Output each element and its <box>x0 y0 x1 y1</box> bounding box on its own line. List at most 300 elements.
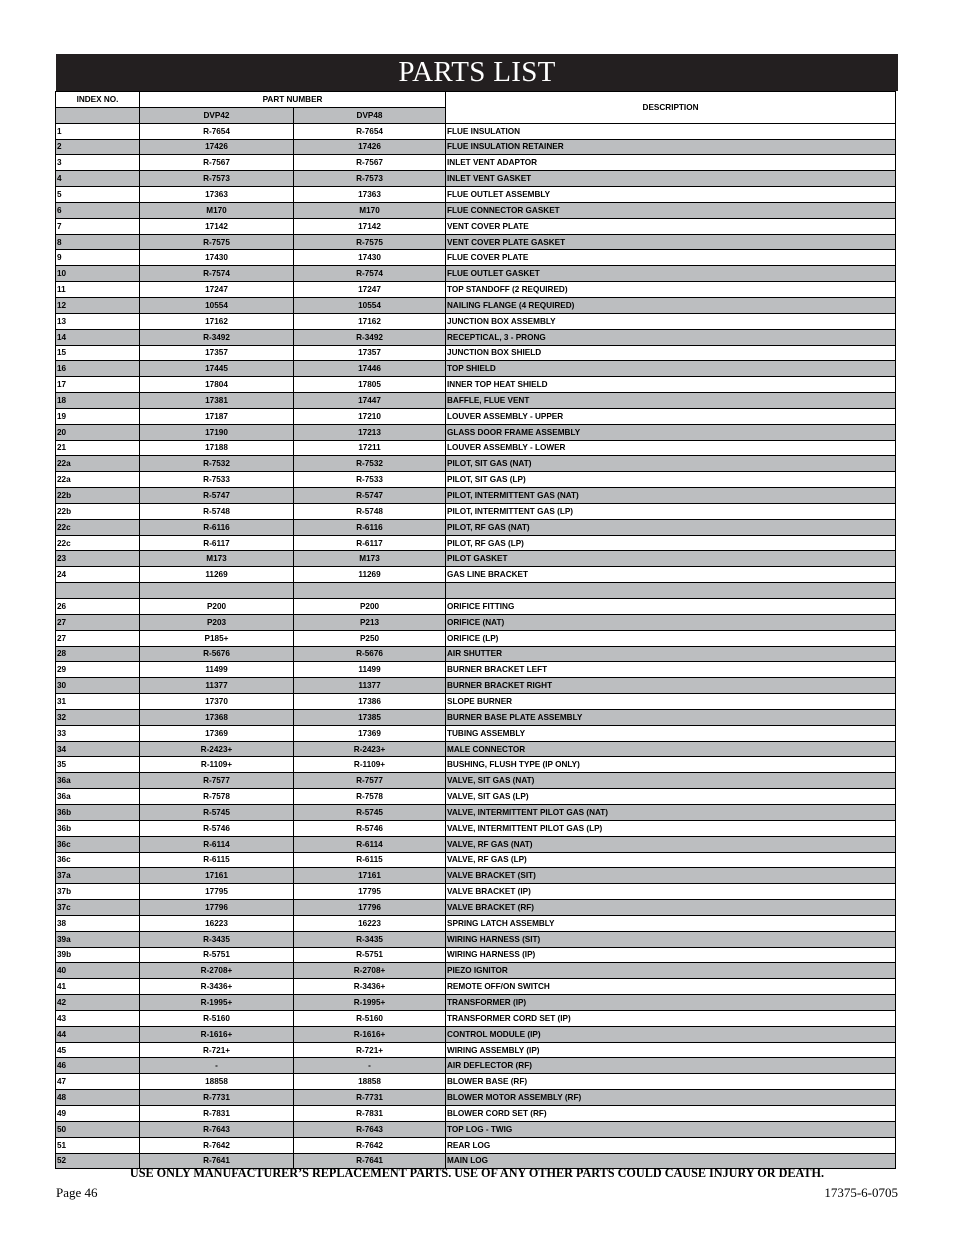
index-cell: 32 <box>56 709 140 725</box>
part-number-dvp48: R-7567 <box>294 155 446 171</box>
table-row <box>56 1010 896 1026</box>
description-cell: CONTROL MODULE (IP) <box>446 1026 896 1042</box>
part-number-dvp48: R-5745 <box>294 804 446 820</box>
description-cell: AIR SHUTTER <box>446 646 896 662</box>
index-cell: 36b <box>56 804 140 820</box>
part-number-dvp48: 17447 <box>294 393 446 409</box>
part-number-dvp42: R-1616+ <box>140 1026 294 1042</box>
index-cell: 37a <box>56 868 140 884</box>
description-cell: FLUE COVER PLATE <box>446 250 896 266</box>
index-cell: 29 <box>56 662 140 678</box>
part-number-dvp48: R-7532 <box>294 456 446 472</box>
part-number-dvp42: P200 <box>140 599 294 615</box>
part-number-dvp42: - <box>140 1058 294 1074</box>
index-cell: 46 <box>56 1058 140 1074</box>
description-cell: FLUE INSULATION RETAINER <box>446 139 896 155</box>
description-cell: VALVE, INTERMITTENT PILOT GAS (LP) <box>446 820 896 836</box>
index-cell: 16 <box>56 361 140 377</box>
part-number-dvp42: R-7574 <box>140 266 294 282</box>
part-number-dvp48: 17213 <box>294 424 446 440</box>
index-cell: 10 <box>56 266 140 282</box>
index-cell: 22b <box>56 488 140 504</box>
description-cell: BLOWER CORD SET (RF) <box>446 1106 896 1122</box>
table-row <box>56 646 896 662</box>
part-number-dvp48: R-7831 <box>294 1106 446 1122</box>
table-row <box>56 234 896 250</box>
table-row <box>56 789 896 805</box>
description-cell: PILOT, RF GAS (NAT) <box>446 519 896 535</box>
part-number-dvp42: 17161 <box>140 868 294 884</box>
part-number-dvp48: R-7642 <box>294 1137 446 1153</box>
header-model-dvp48: DVP48 <box>294 107 446 123</box>
part-number-dvp48: 17796 <box>294 900 446 916</box>
table-row <box>56 155 896 171</box>
part-number-dvp42 <box>140 583 294 599</box>
description-cell: BAFFLE, FLUE VENT <box>446 393 896 409</box>
description-cell: WIRING ASSEMBLY (IP) <box>446 1042 896 1058</box>
part-number-dvp48: M173 <box>294 551 446 567</box>
index-cell: 45 <box>56 1042 140 1058</box>
part-number-dvp48: R-7731 <box>294 1090 446 1106</box>
table-row <box>56 694 896 710</box>
description-cell: JUNCTION BOX ASSEMBLY <box>446 313 896 329</box>
part-number-dvp48: R-5747 <box>294 488 446 504</box>
part-number-dvp42: R-7532 <box>140 456 294 472</box>
table-row <box>56 947 896 963</box>
index-cell: 43 <box>56 1010 140 1026</box>
index-cell: 41 <box>56 979 140 995</box>
index-cell: 31 <box>56 694 140 710</box>
part-number-dvp48: R-6117 <box>294 535 446 551</box>
part-number-dvp42: 16223 <box>140 915 294 931</box>
part-number-dvp48 <box>294 583 446 599</box>
part-number-dvp42: 17430 <box>140 250 294 266</box>
table-row <box>56 1058 896 1074</box>
index-cell: 42 <box>56 995 140 1011</box>
part-number-dvp42: 17795 <box>140 884 294 900</box>
part-number-dvp48: R-2708+ <box>294 963 446 979</box>
part-number-dvp48: R-7573 <box>294 171 446 187</box>
index-cell: 14 <box>56 329 140 345</box>
description-cell: FLUE OUTLET GASKET <box>446 266 896 282</box>
description-cell: REMOTE OFF/ON SWITCH <box>446 979 896 995</box>
part-number-dvp48: P200 <box>294 599 446 615</box>
table-row <box>56 1074 896 1090</box>
table-row <box>56 852 896 868</box>
part-number-dvp42: 17381 <box>140 393 294 409</box>
table-row <box>56 440 896 456</box>
description-cell: TOP STANDOFF (2 REQUIRED) <box>446 282 896 298</box>
table-row <box>56 456 896 472</box>
index-cell: 39b <box>56 947 140 963</box>
part-number-dvp48: R-5748 <box>294 503 446 519</box>
description-cell: ORIFICE (NAT) <box>446 614 896 630</box>
part-number-dvp42: R-7642 <box>140 1137 294 1153</box>
model-row-blank <box>56 107 140 123</box>
part-number-dvp48: R-3436+ <box>294 979 446 995</box>
table-row <box>56 757 896 773</box>
part-number-dvp48: R-1995+ <box>294 995 446 1011</box>
part-number-dvp48: 11377 <box>294 678 446 694</box>
description-cell: RECEPTICAL, 3 - PRONG <box>446 329 896 345</box>
index-cell: 36a <box>56 789 140 805</box>
part-number-dvp42: R-7573 <box>140 171 294 187</box>
table-row <box>56 1090 896 1106</box>
part-number-dvp48: 17369 <box>294 725 446 741</box>
part-number-dvp48: 16223 <box>294 915 446 931</box>
part-number-dvp48: P213 <box>294 614 446 630</box>
part-number-dvp42: 17445 <box>140 361 294 377</box>
index-cell: 22b <box>56 503 140 519</box>
description-cell: SPRING LATCH ASSEMBLY <box>446 915 896 931</box>
index-cell: 12 <box>56 297 140 313</box>
part-number-dvp42: R-5747 <box>140 488 294 504</box>
part-number-dvp48: R-5751 <box>294 947 446 963</box>
part-number-dvp42: R-7575 <box>140 234 294 250</box>
table-row <box>56 868 896 884</box>
index-cell: 36c <box>56 836 140 852</box>
table-row <box>56 678 896 694</box>
index-cell: 27 <box>56 630 140 646</box>
table-row <box>56 551 896 567</box>
part-number-dvp48: R-3435 <box>294 931 446 947</box>
part-number-dvp42: 17368 <box>140 709 294 725</box>
description-cell: PILOT, INTERMITTENT GAS (LP) <box>446 503 896 519</box>
table-row <box>56 741 896 757</box>
part-number-dvp42: P203 <box>140 614 294 630</box>
part-number-dvp42: R-7578 <box>140 789 294 805</box>
description-cell: LOUVER ASSEMBLY - LOWER <box>446 440 896 456</box>
part-number-dvp48: R-3492 <box>294 329 446 345</box>
part-number-dvp42: R-7641 <box>140 1153 294 1169</box>
description-cell: GAS LINE BRACKET <box>446 567 896 583</box>
description-cell: LOUVER ASSEMBLY - UPPER <box>446 408 896 424</box>
description-cell: BLOWER BASE (RF) <box>446 1074 896 1090</box>
part-number-dvp48: 17426 <box>294 139 446 155</box>
index-cell: 7 <box>56 218 140 234</box>
part-number-dvp48: 17162 <box>294 313 446 329</box>
description-cell: PILOT GASKET <box>446 551 896 567</box>
header-part-number: PART NUMBER <box>140 92 446 108</box>
table-row <box>56 345 896 361</box>
part-number-dvp42: R-7577 <box>140 773 294 789</box>
part-number-dvp48: 17795 <box>294 884 446 900</box>
index-cell: 24 <box>56 567 140 583</box>
table-row <box>56 773 896 789</box>
table-row <box>56 472 896 488</box>
index-cell: 37c <box>56 900 140 916</box>
table-row <box>56 171 896 187</box>
part-number-dvp42: R-1995+ <box>140 995 294 1011</box>
part-number-dvp48: R-1109+ <box>294 757 446 773</box>
table-row <box>56 535 896 551</box>
index-cell: 9 <box>56 250 140 266</box>
header-index-no: INDEX NO. <box>56 92 140 108</box>
description-cell: VALVE BRACKET (RF) <box>446 900 896 916</box>
description-cell: FLUE CONNECTOR GASKET <box>446 202 896 218</box>
description-cell: TOP SHIELD <box>446 361 896 377</box>
description-cell: GLASS DOOR FRAME ASSEMBLY <box>446 424 896 440</box>
index-cell: 2 <box>56 139 140 155</box>
header-row <box>56 92 896 108</box>
part-number-dvp48: 17805 <box>294 377 446 393</box>
part-number-dvp42: R-721+ <box>140 1042 294 1058</box>
part-number-dvp48: 17363 <box>294 187 446 203</box>
table-row <box>56 187 896 203</box>
part-number-dvp42: R-7654 <box>140 123 294 139</box>
part-number-dvp48: P250 <box>294 630 446 646</box>
part-number-dvp42: R-5745 <box>140 804 294 820</box>
description-cell: BLOWER MOTOR ASSEMBLY (RF) <box>446 1090 896 1106</box>
description-cell: PILOT, SIT GAS (LP) <box>446 472 896 488</box>
description-cell: ORIFICE (LP) <box>446 630 896 646</box>
part-number-dvp42: 11499 <box>140 662 294 678</box>
part-number-dvp42: 11377 <box>140 678 294 694</box>
table-row <box>56 915 896 931</box>
part-number-dvp48: 17386 <box>294 694 446 710</box>
table-row <box>56 836 896 852</box>
index-cell: 22a <box>56 456 140 472</box>
index-cell: 35 <box>56 757 140 773</box>
part-number-dvp48: R-6114 <box>294 836 446 852</box>
description-cell: VALVE, SIT GAS (LP) <box>446 789 896 805</box>
part-number-dvp42: 18858 <box>140 1074 294 1090</box>
part-number-dvp48: 18858 <box>294 1074 446 1090</box>
index-cell: 48 <box>56 1090 140 1106</box>
part-number-dvp48: 17357 <box>294 345 446 361</box>
index-cell: 19 <box>56 408 140 424</box>
description-cell: TRANSFORMER CORD SET (IP) <box>446 1010 896 1026</box>
index-cell: 5 <box>56 187 140 203</box>
description-cell: FLUE INSULATION <box>446 123 896 139</box>
description-cell: VALVE BRACKET (SIT) <box>446 868 896 884</box>
parts-table <box>55 91 896 1169</box>
part-number-dvp48: 11499 <box>294 662 446 678</box>
part-number-dvp48: 17446 <box>294 361 446 377</box>
description-cell: FLUE OUTLET ASSEMBLY <box>446 187 896 203</box>
part-number-dvp48: 17430 <box>294 250 446 266</box>
table-row <box>56 329 896 345</box>
description-cell: JUNCTION BOX SHIELD <box>446 345 896 361</box>
table-row <box>56 377 896 393</box>
index-cell: 39a <box>56 931 140 947</box>
part-number-dvp48: R-7641 <box>294 1153 446 1169</box>
index-cell: 36a <box>56 773 140 789</box>
part-number-dvp42: R-7567 <box>140 155 294 171</box>
page-number: Page 46 <box>56 1185 98 1200</box>
description-cell: TOP LOG - TWIG <box>446 1121 896 1137</box>
description-cell: VENT COVER PLATE <box>446 218 896 234</box>
index-cell: 27 <box>56 614 140 630</box>
part-number-dvp42: R-2423+ <box>140 741 294 757</box>
part-number-dvp42: R-7731 <box>140 1090 294 1106</box>
part-number-dvp48: 17385 <box>294 709 446 725</box>
part-number-dvp42: 17247 <box>140 282 294 298</box>
index-cell: 40 <box>56 963 140 979</box>
index-cell: 50 <box>56 1121 140 1137</box>
table-row <box>56 282 896 298</box>
description-cell: VALVE, RF GAS (LP) <box>446 852 896 868</box>
part-number-dvp42: P185+ <box>140 630 294 646</box>
description-cell: PIEZO IGNITOR <box>446 963 896 979</box>
description-cell: VALVE BRACKET (IP) <box>446 884 896 900</box>
index-cell: 17 <box>56 377 140 393</box>
part-number-dvp42: 17162 <box>140 313 294 329</box>
table-row <box>56 266 896 282</box>
description-cell: TRANSFORMER (IP) <box>446 995 896 1011</box>
part-number-dvp48: R-7643 <box>294 1121 446 1137</box>
part-number-dvp48: R-7575 <box>294 234 446 250</box>
part-number-dvp48: R-5746 <box>294 820 446 836</box>
table-row <box>56 361 896 377</box>
table-row <box>56 297 896 313</box>
part-number-dvp42: 17357 <box>140 345 294 361</box>
index-cell: 28 <box>56 646 140 662</box>
description-cell: ORIFICE FITTING <box>446 599 896 615</box>
part-number-dvp42: R-3435 <box>140 931 294 947</box>
description-cell: NAILING FLANGE (4 REQUIRED) <box>446 297 896 313</box>
part-number-dvp48: R-5160 <box>294 1010 446 1026</box>
description-cell: REAR LOG <box>446 1137 896 1153</box>
table-row <box>56 599 896 615</box>
index-cell: 22a <box>56 472 140 488</box>
part-number-dvp42: R-3492 <box>140 329 294 345</box>
header-description: DESCRIPTION <box>446 92 896 124</box>
table-row <box>56 567 896 583</box>
table-row <box>56 804 896 820</box>
description-cell: WIRING HARNESS (IP) <box>446 947 896 963</box>
table-row <box>56 979 896 995</box>
index-cell: 26 <box>56 599 140 615</box>
index-cell: 22c <box>56 519 140 535</box>
index-cell: 21 <box>56 440 140 456</box>
table-row <box>56 583 896 599</box>
description-cell: BURNER BRACKET LEFT <box>446 662 896 678</box>
index-cell: 47 <box>56 1074 140 1090</box>
part-number-dvp48: R-1616+ <box>294 1026 446 1042</box>
part-number-dvp42: R-2708+ <box>140 963 294 979</box>
part-number-dvp42: R-6114 <box>140 836 294 852</box>
table-row <box>56 139 896 155</box>
index-cell: 36b <box>56 820 140 836</box>
index-cell: 30 <box>56 678 140 694</box>
part-number-dvp42: R-6115 <box>140 852 294 868</box>
table-row <box>56 662 896 678</box>
part-number-dvp42: 17370 <box>140 694 294 710</box>
part-number-dvp42: M173 <box>140 551 294 567</box>
description-cell: VENT COVER PLATE GASKET <box>446 234 896 250</box>
index-cell: 18 <box>56 393 140 409</box>
part-number-dvp42: R-7831 <box>140 1106 294 1122</box>
index-cell: 51 <box>56 1137 140 1153</box>
part-number-dvp42: R-5160 <box>140 1010 294 1026</box>
part-number-dvp42: R-5751 <box>140 947 294 963</box>
table-row <box>56 424 896 440</box>
table-row <box>56 1042 896 1058</box>
description-cell: MALE CONNECTOR <box>446 741 896 757</box>
description-cell: MAIN LOG <box>446 1153 896 1169</box>
index-cell: 52 <box>56 1153 140 1169</box>
part-number-dvp42: 17190 <box>140 424 294 440</box>
table-row <box>56 1026 896 1042</box>
part-number-dvp42: R-5676 <box>140 646 294 662</box>
table-row <box>56 725 896 741</box>
index-cell: 49 <box>56 1106 140 1122</box>
description-cell: BURNER BASE PLATE ASSEMBLY <box>446 709 896 725</box>
part-number-dvp42: 17369 <box>140 725 294 741</box>
part-number-dvp48: 17142 <box>294 218 446 234</box>
table-row <box>56 1106 896 1122</box>
description-cell: BUSHING, FLUSH TYPE (IP ONLY) <box>446 757 896 773</box>
part-number-dvp48: R-7654 <box>294 123 446 139</box>
description-cell: AIR DEFLECTOR (RF) <box>446 1058 896 1074</box>
index-cell: 23 <box>56 551 140 567</box>
table-row <box>56 393 896 409</box>
index-cell: 11 <box>56 282 140 298</box>
part-number-dvp48: R-7574 <box>294 266 446 282</box>
part-number-dvp42: 10554 <box>140 297 294 313</box>
part-number-dvp42: R-5748 <box>140 503 294 519</box>
part-number-dvp48: R-2423+ <box>294 741 446 757</box>
part-number-dvp42: R-6116 <box>140 519 294 535</box>
part-number-dvp48: 17161 <box>294 868 446 884</box>
document-number: 17375-6-0705 <box>824 1185 898 1200</box>
part-number-dvp42: 17804 <box>140 377 294 393</box>
table-row <box>56 1137 896 1153</box>
part-number-dvp48: R-6116 <box>294 519 446 535</box>
index-cell: 8 <box>56 234 140 250</box>
part-number-dvp48: 17210 <box>294 408 446 424</box>
description-cell <box>446 583 896 599</box>
part-number-dvp48: 10554 <box>294 297 446 313</box>
index-cell: 34 <box>56 741 140 757</box>
part-number-dvp48: R-7533 <box>294 472 446 488</box>
table-row <box>56 503 896 519</box>
parts-table-body <box>56 123 896 1169</box>
table-row <box>56 519 896 535</box>
description-cell: TUBING ASSEMBLY <box>446 725 896 741</box>
index-cell: 15 <box>56 345 140 361</box>
description-cell: VALVE, RF GAS (NAT) <box>446 836 896 852</box>
index-cell: 22c <box>56 535 140 551</box>
description-cell: BURNER BRACKET RIGHT <box>446 678 896 694</box>
index-cell: 44 <box>56 1026 140 1042</box>
part-number-dvp42: R-1109+ <box>140 757 294 773</box>
part-number-dvp48: R-7578 <box>294 789 446 805</box>
index-cell: 6 <box>56 202 140 218</box>
description-cell: PILOT, INTERMITTENT GAS (NAT) <box>446 488 896 504</box>
description-cell: INLET VENT GASKET <box>446 171 896 187</box>
index-cell: 20 <box>56 424 140 440</box>
table-row <box>56 995 896 1011</box>
description-cell: VALVE, SIT GAS (NAT) <box>446 773 896 789</box>
part-number-dvp42: M170 <box>140 202 294 218</box>
description-cell: SLOPE BURNER <box>446 694 896 710</box>
part-number-dvp42: 17142 <box>140 218 294 234</box>
table-row <box>56 900 896 916</box>
part-number-dvp42: R-6117 <box>140 535 294 551</box>
part-number-dvp42: R-7643 <box>140 1121 294 1137</box>
description-cell: PILOT, RF GAS (LP) <box>446 535 896 551</box>
part-number-dvp48: - <box>294 1058 446 1074</box>
index-cell: 36c <box>56 852 140 868</box>
table-row <box>56 630 896 646</box>
table-row <box>56 218 896 234</box>
table-row <box>56 488 896 504</box>
table-row <box>56 963 896 979</box>
part-number-dvp42: 11269 <box>140 567 294 583</box>
warning-text: USE ONLY MANUFACTURER’S REPLACEMENT PARTS. USE OF ANY OTHER PARTS COULD CAUSE INJURY OR DEATH. <box>129 1166 825 1180</box>
